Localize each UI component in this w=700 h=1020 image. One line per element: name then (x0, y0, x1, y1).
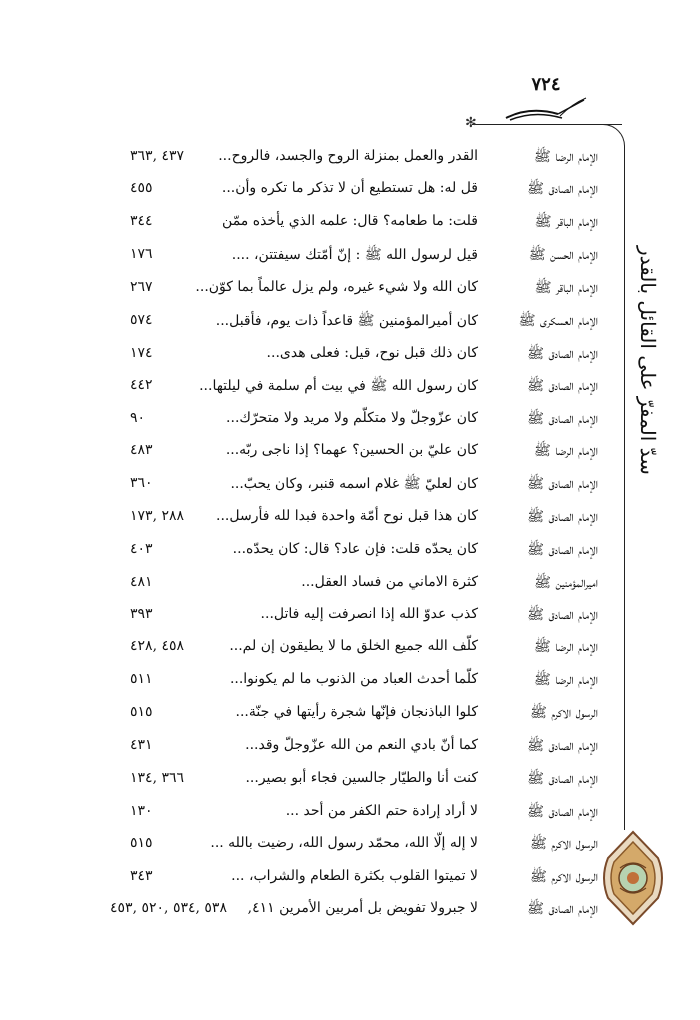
index-row (0, 835, 700, 861)
index-row (0, 442, 700, 468)
index-row (0, 900, 700, 926)
index-row (0, 246, 700, 272)
page-refs: ٣٦٠ (130, 475, 153, 491)
narrator: الرسول الاكرم ﷺ (530, 705, 598, 721)
page-refs: ١٣٠ (130, 803, 153, 819)
narrator: الإمام الصادق ﷺ (527, 901, 598, 917)
index-row (0, 312, 700, 338)
page-refs: ٤٣١ (130, 737, 153, 753)
hadith-text: كذب عدوّ الله إذا انصرفت إليه فاتل... (260, 606, 478, 622)
hadith-text: كثرة الاماني من فساد العقل... (301, 574, 478, 590)
page-refs: ٤٥٨ ,٤٢٨ (130, 638, 185, 654)
index-row (0, 410, 700, 436)
narrator: الإمام الصادق ﷺ (527, 346, 598, 362)
hadith-text: لا أراد إرادة حتم الكفر من أحد ... (285, 803, 478, 819)
hadith-text: لا تميتوا القلوب بكثرة الطعام والشراب، ... (231, 868, 478, 884)
index-row (0, 671, 700, 697)
page-refs: ٤٣٧ ,٣٦٣ (130, 148, 185, 164)
page-refs: ٤٥٥ (130, 180, 153, 196)
side-title: سدّ المفرّ على القائل بالقدر (636, 245, 660, 475)
page-refs: ٤٨٣ (130, 442, 153, 458)
hadith-text: كان عليّ بن الحسين؟ عهما؟ إذا ناجى ربّه... (225, 442, 478, 458)
hadith-text: لا إله إلّا الله، محمّد رسول الله، رضيت بالله ... (210, 835, 478, 851)
narrator: الإمام الصادق ﷺ (527, 378, 598, 394)
hadith-text: قلت: ما طعامه؟ قال: علمه الذي يأخذه ممّن (222, 213, 478, 229)
index-row (0, 868, 700, 894)
narrator: الإمام الباقر ﷺ (534, 280, 598, 296)
page-refs: ٩٠ (130, 410, 146, 426)
narrator: الإمام الرضا ﷺ (533, 672, 598, 688)
index-row (0, 704, 700, 730)
page-refs: ٣٩٣ (130, 606, 153, 622)
page-refs: ٤٨١ (130, 574, 153, 590)
book-quill-ornament (500, 92, 590, 124)
hadith-text: كان عزّوجلّ ولا متكلّم ولا مريد ولا متحرّك... (226, 410, 478, 426)
page-refs: ٣٤٤ (130, 213, 153, 229)
narrator: الإمام الصادق ﷺ (527, 771, 598, 787)
narrator: الرسول الاكرم ﷺ (530, 869, 598, 885)
hadith-text: كما أنّ بادي النعم من الله عزّوجلّ وقد... (245, 737, 478, 753)
narrator: الإمام الصادق ﷺ (527, 509, 598, 525)
hadith-text: كلوا الباذنجان فإنّها شجرة رأيتها في جنّة... (235, 704, 478, 720)
index-row (0, 638, 700, 664)
page-refs: ١٧٦ (130, 246, 153, 262)
narrator: الإمام الحسن ﷺ (528, 247, 598, 263)
index-row (0, 148, 700, 174)
narrator: الإمام الصادق ﷺ (527, 476, 598, 492)
index-row (0, 541, 700, 567)
narrator: الإمام الصادق ﷺ (527, 607, 598, 623)
index-row (0, 606, 700, 632)
page-refs: ٤٠٣ (130, 541, 153, 557)
page-refs: ٥٧٤ (130, 312, 153, 328)
page-refs: ٣٦٦ ,١٣٤ (130, 770, 185, 786)
hadith-text: القدر والعمل بمنزلة الروح والجسد، فالروح... (218, 148, 478, 164)
hadith-text: كان ذلك قبل نوح، قيل: فعلى هدى... (266, 345, 478, 361)
hadith-text: كنت أنا والطيّار جالسين فجاء أبو بصير... (245, 770, 478, 786)
hadith-text: كان هذا قبل نوح أمّة واحدة فبدا لله فأرسل... (216, 508, 478, 524)
page-refs: ٢٨٨ ,١٧٣ (130, 508, 185, 524)
narrator: الإمام الصادق ﷺ (527, 411, 598, 427)
index-row (0, 737, 700, 763)
page-refs: ٥٣٨ ,٥٣٤ ,٥٢٠ ,٤٥٣ (110, 900, 227, 916)
hadith-text: كان أميرالمؤمنين ﷺ قاعداً ذات يوم، فأقبل... (215, 313, 478, 329)
index-row (0, 770, 700, 796)
hadith-text: كان لعليّ ﷺ غلام اسمه قنبر، وكان يحبّ... (230, 476, 478, 492)
index-row (0, 345, 700, 371)
page-refs: ١٧٤ (130, 345, 153, 361)
hadith-text: كان رسول الله ﷺ في بيت أم سلمة في ليلتها... (199, 378, 478, 394)
narrator: الإمام الصادق ﷺ (527, 542, 598, 558)
narrator: الإمام الصادق ﷺ (527, 804, 598, 820)
page-refs: ٥١٥ (130, 835, 153, 851)
hadith-text: لا جبرولا تفويض بل أمربين الأمرين ٤١١, (247, 900, 478, 916)
narrator: الإمام الباقر ﷺ (534, 214, 598, 230)
index-row (0, 180, 700, 206)
index-row (0, 475, 700, 501)
hadith-text: كلّف الله جميع الخلق ما لا يطيقون إن لم... (229, 638, 478, 654)
index-row (0, 803, 700, 829)
page-refs: ٥١١ (130, 671, 153, 687)
page-refs: ٢٦٧ (130, 279, 153, 295)
narrator: الإمام الصادق ﷺ (527, 181, 598, 197)
index-row (0, 213, 700, 239)
index-row (0, 508, 700, 534)
narrator: الإمام الرضا ﷺ (533, 443, 598, 459)
index-row (0, 377, 700, 403)
narrator: الإمام الرضا ﷺ (533, 639, 598, 655)
page-refs: ٤٤٢ (130, 377, 153, 393)
narrator: الرسول الاكرم ﷺ (530, 836, 598, 852)
hadith-text: كان يحدّه قلت: فإن عاد؟ قال: كان يحدّه... (232, 541, 478, 557)
hadith-text: قل له: هل تستطيع أن لا تذكر ما تكره وأن... (221, 180, 478, 196)
narrator: اميرالمؤمنين ﷺ (534, 575, 598, 591)
hadith-text: كلّما أحدث العباد من الذنوب ما لم يكونوا... (229, 671, 478, 687)
hadith-text: كان الله ولا شيء غيره، ولم يزل عالماً بما كوّن... (195, 279, 478, 295)
star-ornament-icon: ✻ (465, 115, 477, 131)
hadith-text: قيل لرسول الله ﷺ : إنّ أمّتك سيفتتن، .... (231, 247, 478, 263)
page-number: ٧٢٤ (531, 74, 561, 95)
narrator: الإمام العسكرى ﷺ (518, 313, 598, 329)
narrator: الإمام الرضا ﷺ (533, 149, 598, 165)
page-refs: ٣٤٣ (130, 868, 153, 884)
narrator: الإمام الصادق ﷺ (527, 738, 598, 754)
page-refs: ٥١٥ (130, 704, 153, 720)
index-row (0, 279, 700, 305)
index-row (0, 574, 700, 600)
